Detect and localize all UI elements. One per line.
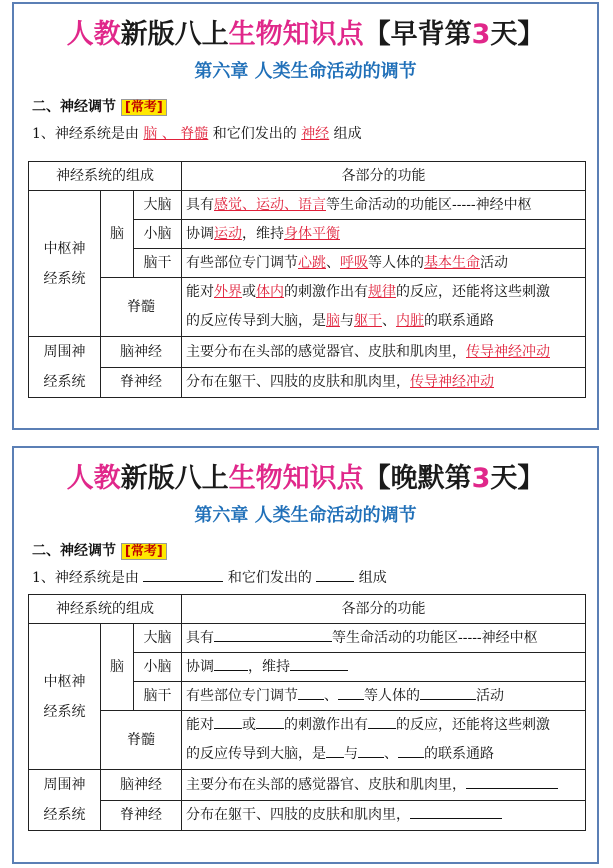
answer-text: 身体平衡 xyxy=(284,226,340,242)
line-text: 和它们发出的 xyxy=(212,126,297,142)
blank-line[interactable] xyxy=(326,743,344,758)
card-title xyxy=(14,462,597,496)
cell-text: 经系统 xyxy=(43,807,86,823)
spinal-cord-function xyxy=(182,711,586,770)
cell-text: 、 xyxy=(384,746,398,762)
cell-text: 、 xyxy=(326,255,340,271)
brainstem-function xyxy=(182,249,586,278)
cell-text: 的反应，还能将这些刺激 xyxy=(396,717,550,733)
fill-line xyxy=(32,122,597,146)
cell-text: 协调 xyxy=(186,659,214,675)
cell-text: 具有 xyxy=(186,197,214,213)
title-part: 新版八上 xyxy=(120,19,229,50)
blank-line[interactable] xyxy=(466,774,558,789)
section-heading xyxy=(32,96,597,118)
answer-text: 传导神经冲动 xyxy=(410,374,494,391)
answer-text: 传导神经冲动 xyxy=(466,343,550,360)
title-part: 天】 xyxy=(490,463,545,494)
spinal-nerve-cell: 脊神经 xyxy=(101,367,182,398)
cell-text: 能对 xyxy=(186,717,214,733)
answer-text: 内脏 xyxy=(396,313,424,329)
blank-line[interactable] xyxy=(410,804,502,819)
brain-cell: 脑 xyxy=(101,191,134,278)
fill-line xyxy=(32,566,597,590)
header-left: 神经系统的组成 xyxy=(29,162,182,191)
blank-line[interactable] xyxy=(256,714,284,729)
answer-text: 感觉、运动、语言 xyxy=(214,197,326,213)
cell-text: 主要分布在头部的感觉器官、皮肤和肌肉里， xyxy=(186,776,466,793)
cell-text: ，维持 xyxy=(242,226,284,242)
answer-text: 运动 xyxy=(214,226,242,242)
title-day-number: 3 xyxy=(471,19,491,50)
cranial-nerve-function xyxy=(182,337,586,368)
title-part: 人教 xyxy=(66,19,121,50)
cell-text: 的反应传导到大脑，是 xyxy=(186,313,326,329)
header-left: 神经系统的组成 xyxy=(29,595,182,624)
spinal-nerve-function xyxy=(182,367,586,398)
cell-text: 或 xyxy=(242,284,256,300)
central-cell xyxy=(29,624,101,770)
blank-line[interactable] xyxy=(398,743,424,758)
cerebellum-cell: 小脑 xyxy=(134,653,182,682)
cell-text: 中枢神 xyxy=(43,673,86,690)
chapter-heading: 第六章 人类生命活动的调节 xyxy=(194,505,417,526)
blank-line[interactable] xyxy=(358,743,384,758)
title-part: 【晚默第 xyxy=(363,463,472,494)
title-part: 生物知识点 xyxy=(228,19,364,50)
line-text: 和它们发出的 xyxy=(227,570,312,586)
cell-text: 的联系通路 xyxy=(424,746,494,762)
brain-cell: 脑 xyxy=(101,624,134,711)
frequent-badge: [常考] xyxy=(121,543,167,560)
blank-line[interactable] xyxy=(368,714,396,729)
blank-line[interactable] xyxy=(143,567,223,582)
answer-text: 基本生命 xyxy=(424,255,480,271)
answer-text: 呼吸 xyxy=(340,255,368,271)
cell-text: 与 xyxy=(344,746,358,762)
line-text: 1、神经系统是由 xyxy=(32,126,139,142)
spinal-cord-function xyxy=(182,278,586,337)
brainstem-cell: 脑干 xyxy=(134,249,182,278)
cerebellum-function xyxy=(182,653,586,682)
title-part: 【早背第 xyxy=(363,19,472,50)
answer-text: 躯干 xyxy=(354,313,382,329)
cranial-nerve-cell: 脑神经 xyxy=(101,770,182,801)
cell-text: 、 xyxy=(382,313,396,329)
line-text: 组成 xyxy=(333,126,362,142)
nervous-system-table xyxy=(28,594,586,831)
cell-text: ，维持 xyxy=(248,659,290,675)
blank-line[interactable] xyxy=(214,656,248,671)
answer-text: 神经 xyxy=(301,126,330,142)
card-title xyxy=(14,18,597,52)
spinal-nerve-function xyxy=(182,800,586,831)
blank-line[interactable] xyxy=(338,685,364,700)
frequent-badge: [常考] xyxy=(121,99,167,116)
evening-card xyxy=(12,446,599,864)
line-text: 组成 xyxy=(358,570,387,586)
blank-line[interactable] xyxy=(214,714,242,729)
answer-text: 规律 xyxy=(368,284,396,300)
cerebrum-cell: 大脑 xyxy=(134,624,182,653)
title-part: 天】 xyxy=(490,19,545,50)
blank-line[interactable] xyxy=(316,567,354,582)
cell-text: 周围神 xyxy=(43,344,86,360)
cell-text: 有些部位专门调节 xyxy=(186,255,298,271)
section-heading xyxy=(32,540,597,562)
cranial-nerve-function xyxy=(182,770,586,801)
peripheral-cell xyxy=(29,337,101,398)
line-text: 1、神经系统是由 xyxy=(32,570,139,586)
cell-text: 分布在躯干、四肢的皮肤和肌肉里， xyxy=(186,807,410,824)
cell-text: 的刺激作出有 xyxy=(284,717,368,733)
title-part: 人教 xyxy=(66,463,121,494)
spinal-cord-cell: 脊髓 xyxy=(101,711,182,770)
answer-text: 体内 xyxy=(256,284,284,300)
cell-text: 活动 xyxy=(476,688,504,704)
cell-text: 的反应，还能将这些刺激 xyxy=(396,284,550,300)
spinal-nerve-cell: 脊神经 xyxy=(101,800,182,831)
spinal-cord-cell: 脊髓 xyxy=(101,278,182,337)
cell-text: 主要分布在头部的感觉器官、皮肤和肌肉里， xyxy=(186,343,466,360)
blank-line[interactable] xyxy=(290,656,348,671)
central-cell xyxy=(29,191,101,337)
header-right: 各部分的功能 xyxy=(182,162,586,191)
cerebellum-function xyxy=(182,220,586,249)
cell-text: 能对 xyxy=(186,284,214,300)
cell-text: 经系统 xyxy=(43,270,86,287)
cell-text: 具有 xyxy=(186,630,214,646)
cell-text: 或 xyxy=(242,717,256,733)
cell-text: 的反应传导到大脑，是 xyxy=(186,746,326,762)
cell-text: 经系统 xyxy=(43,703,86,720)
cranial-nerve-cell: 脑神经 xyxy=(101,337,182,368)
cerebrum-function xyxy=(182,191,586,220)
cell-text: 经系统 xyxy=(43,374,86,390)
cell-text: 中枢神 xyxy=(43,240,86,257)
cell-text: 、 xyxy=(324,688,338,704)
blank-line[interactable] xyxy=(298,685,324,700)
cell-text: 的联系通路 xyxy=(424,313,494,329)
cerebrum-cell: 大脑 xyxy=(134,191,182,220)
cell-text: 等生命活动的功能区-----神经中枢 xyxy=(326,197,532,213)
answer-text: 脑 xyxy=(326,313,340,329)
morning-card xyxy=(12,2,599,430)
section-label: 二、神经调节 xyxy=(32,99,116,115)
brainstem-cell: 脑干 xyxy=(134,682,182,711)
cerebellum-cell: 小脑 xyxy=(134,220,182,249)
cerebrum-function xyxy=(182,624,586,653)
cell-text: 等生命活动的功能区-----神经中枢 xyxy=(332,630,538,646)
cell-text: 等人体的 xyxy=(364,688,420,704)
blank-line[interactable] xyxy=(420,685,476,700)
title-part: 新版八上 xyxy=(120,463,229,494)
section-label: 二、神经调节 xyxy=(32,543,116,559)
title-part: 生物知识点 xyxy=(228,463,364,494)
title-day-number: 3 xyxy=(471,463,491,494)
blank-line[interactable] xyxy=(214,627,332,642)
cell-text: 的刺激作出有 xyxy=(284,284,368,300)
cell-text: 等人体的 xyxy=(368,255,424,271)
answer-text: 脑 、 脊髓 xyxy=(143,126,209,142)
cell-text: 有些部位专门调节 xyxy=(186,688,298,704)
header-right: 各部分的功能 xyxy=(182,595,586,624)
answer-text: 心跳 xyxy=(298,255,326,271)
brainstem-function xyxy=(182,682,586,711)
chapter-heading: 第六章 人类生命活动的调节 xyxy=(194,61,417,82)
nervous-system-table xyxy=(28,161,586,398)
cell-text: 分布在躯干、四肢的皮肤和肌肉里， xyxy=(186,374,410,391)
peripheral-cell xyxy=(29,770,101,831)
cell-text: 与 xyxy=(340,313,354,329)
cell-text: 协调 xyxy=(186,226,214,242)
cell-text: 活动 xyxy=(480,255,508,271)
cell-text: 周围神 xyxy=(43,777,86,793)
answer-text: 外界 xyxy=(214,284,242,300)
